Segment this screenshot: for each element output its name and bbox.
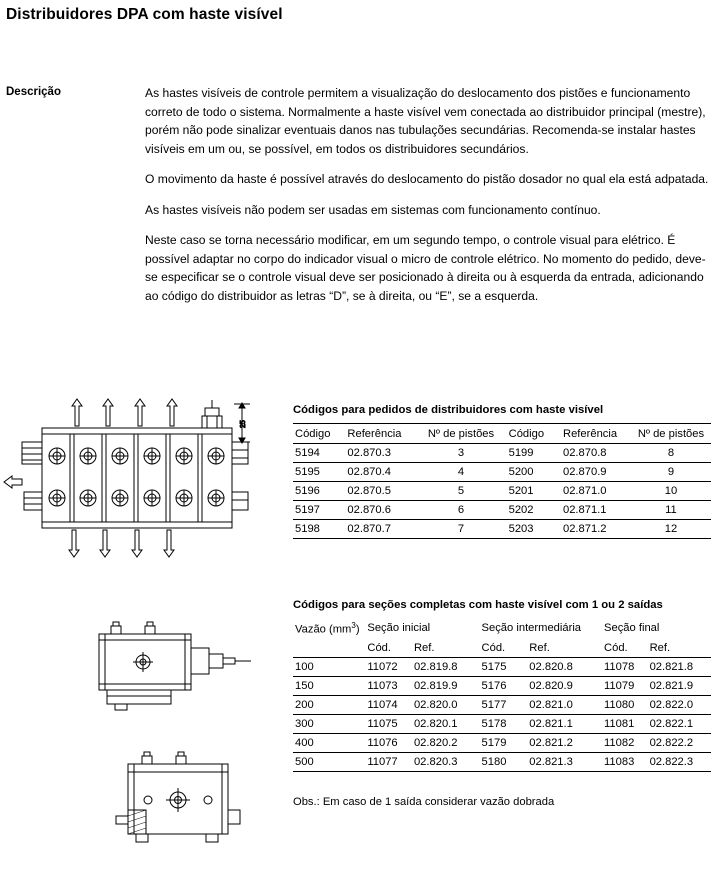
table-row xyxy=(293,463,711,482)
table2-cell: 02.820.1 xyxy=(412,714,480,733)
table-row xyxy=(293,444,711,463)
table1-header-pistoes-2: Nº de pistões xyxy=(633,424,711,444)
table2-cell: 02.821.8 xyxy=(648,657,711,676)
table2-cell: 02.822.0 xyxy=(648,695,711,714)
table2-cell: 02.820.8 xyxy=(527,657,602,676)
table2-cell: 5180 xyxy=(480,752,528,771)
table2-cell: 02.822.3 xyxy=(648,752,711,771)
table1-header-row xyxy=(293,424,711,444)
table1-cell: 5194 xyxy=(293,444,345,463)
table1-cell: 10 xyxy=(633,482,711,501)
table1-cell: 9 xyxy=(633,463,711,482)
table2-header-vazao xyxy=(293,618,365,639)
table2-cell: 02.821.2 xyxy=(527,733,602,752)
table-row xyxy=(293,714,711,733)
table1-cell: 11 xyxy=(633,501,711,520)
table1-header-referencia-1: Referência xyxy=(345,424,417,444)
table2-cell: 11076 xyxy=(365,733,412,752)
table2-cell: 02.821.9 xyxy=(648,676,711,695)
table-row xyxy=(293,733,711,752)
table2-subheader-ref-3: Ref. xyxy=(648,639,711,658)
table2-cell: 02.821.3 xyxy=(527,752,602,771)
table1-section xyxy=(293,404,713,539)
table2-cell: 5179 xyxy=(480,733,528,752)
table-row xyxy=(293,752,711,771)
description-label: Descrição xyxy=(6,86,61,98)
table2-subheader-ref-2: Ref. xyxy=(527,639,602,658)
table2 xyxy=(293,618,711,772)
table1-cell: 8 xyxy=(633,444,711,463)
table1-cell: 5200 xyxy=(507,463,561,482)
table1-cell: 02.871.1 xyxy=(561,501,633,520)
table1-cell: 3 xyxy=(417,444,506,463)
table2-section xyxy=(293,599,713,772)
table1-cell: 5199 xyxy=(507,444,561,463)
table2-cell: 400 xyxy=(293,733,365,752)
table1-header-codigo-2: Código xyxy=(507,424,561,444)
table2-cell: 02.819.9 xyxy=(412,676,480,695)
table-row xyxy=(293,520,711,539)
table1-cell: 02.871.0 xyxy=(561,482,633,501)
table2-cell: 11078 xyxy=(602,657,648,676)
table1-cell: 5197 xyxy=(293,501,345,520)
table1-cell: 4 xyxy=(417,463,506,482)
description-paragraph-2: O movimento da haste é possível através do deslocamento do pistão dosador no qual ela está adpatada. xyxy=(145,172,709,186)
description-paragraph-3: As hastes visíveis não podem ser usadas em sistemas com funcionamento contínuo. xyxy=(145,202,601,217)
table2-cell: 300 xyxy=(293,714,365,733)
table2-subheader-blank xyxy=(293,639,365,658)
table1-header-referencia-2: Referência xyxy=(561,424,633,444)
drawing-secao-superior xyxy=(110,750,290,865)
table1-cell: 6 xyxy=(417,501,506,520)
table2-cell: 5178 xyxy=(480,714,528,733)
table2-cell: 11074 xyxy=(365,695,412,714)
table2-cell: 11083 xyxy=(602,752,648,771)
table2-cell: 02.821.1 xyxy=(527,714,602,733)
table2-group-header-row xyxy=(293,618,711,639)
table2-sub-header-row xyxy=(293,639,711,658)
table-row xyxy=(293,482,711,501)
description-body xyxy=(145,84,710,305)
table2-header-secao-final: Seção final xyxy=(604,622,660,635)
table2-note: Obs.: Em caso de 1 saída considerar vazão dobrada xyxy=(293,796,555,808)
table2-cell: 11080 xyxy=(602,695,648,714)
table1-cell: 02.870.4 xyxy=(345,463,417,482)
table2-cell: 11081 xyxy=(602,714,648,733)
table1-cell: 5203 xyxy=(507,520,561,539)
table1-cell: 12 xyxy=(633,520,711,539)
table2-cell: 5176 xyxy=(480,676,528,695)
table2-cell: 200 xyxy=(293,695,365,714)
table1-cell: 5196 xyxy=(293,482,345,501)
table2-cell: 02.822.1 xyxy=(648,714,711,733)
table-row xyxy=(293,676,711,695)
table2-subheader-cod-2: Cód. xyxy=(480,639,528,658)
description-paragraph-1: As hastes visíveis de controle permitem a visualização do deslocamento dos pistões e funcionamento correto de todo o sistema. Normalmente a haste visível vem conectada ao distribuidor principal (mestre), porém não pode sinalizar eventuais danos nas tubulações secundárias. Recomenda-se instalar hastes visíveis em um ou, se possível, em todos os distribuidores secundários. xyxy=(145,86,706,156)
table1-cell: 5198 xyxy=(293,520,345,539)
table1-cell: 5201 xyxy=(507,482,561,501)
table1-cell: 02.870.9 xyxy=(561,463,633,482)
table1-header-pistoes-1: Nº de pistões xyxy=(417,424,506,444)
drawing-secao-lateral xyxy=(85,620,265,745)
table2-header-vazao-text: Vazão (mm xyxy=(295,623,352,636)
table2-subheader-ref-1: Ref. xyxy=(412,639,480,658)
table2-cell: 11079 xyxy=(602,676,648,695)
table2-header-secao-inicial: Seção inicial xyxy=(367,622,431,635)
table-row xyxy=(293,695,711,714)
table1-cell: 02.870.3 xyxy=(345,444,417,463)
table2-cell: 02.821.0 xyxy=(527,695,602,714)
table2-cell: 02.820.9 xyxy=(527,676,602,695)
table1-cell: 02.870.6 xyxy=(345,501,417,520)
table2-cell: 02.820.0 xyxy=(412,695,480,714)
table-row xyxy=(293,501,711,520)
table2-cell: 500 xyxy=(293,752,365,771)
drawing-distribuidor-haste-visivel xyxy=(2,398,287,593)
table2-cell: 100 xyxy=(293,657,365,676)
table-row xyxy=(293,657,711,676)
table2-cell: 02.819.8 xyxy=(412,657,480,676)
table1-cell: 02.870.7 xyxy=(345,520,417,539)
table2-cell: 11082 xyxy=(602,733,648,752)
table2-cell: 02.820.2 xyxy=(412,733,480,752)
table2-cell: 02.822.2 xyxy=(648,733,711,752)
table1-cell: 5 xyxy=(417,482,506,501)
table1 xyxy=(293,423,711,539)
table2-cell: 11077 xyxy=(365,752,412,771)
table1-caption: Códigos para pedidos de distribuidores com haste visível xyxy=(293,404,604,416)
description-paragraph-4: Neste caso se torna necessário modificar, em um segundo tempo, o controle visual para elétrico. É possível adaptar no corpo do indicador visual o micro de controle elétrico. No momento do pedido, deve-se especificar se o controle visual deve ser posicionado à direita ou à esquerda da entrada, adicionando ao código do distribuidor as letras “D”, se à direita, ou “E”, se a esquerda. xyxy=(145,233,706,303)
page-title: Distribuidores DPA com haste visível xyxy=(6,6,283,23)
table2-header-vazao-sup: 3 xyxy=(351,621,356,630)
table2-subheader-cod-3: Cód. xyxy=(602,639,648,658)
table2-cell: 11073 xyxy=(365,676,412,695)
table2-cell: 5175 xyxy=(480,657,528,676)
table2-header-secao-intermediaria: Seção intermediária xyxy=(481,622,582,635)
table1-cell: 02.870.8 xyxy=(561,444,633,463)
table1-cell: 5202 xyxy=(507,501,561,520)
table2-cell: 150 xyxy=(293,676,365,695)
table1-cell: 7 xyxy=(417,520,506,539)
table2-subheader-cod-1: Cód. xyxy=(365,639,412,658)
table1-cell: 02.871.2 xyxy=(561,520,633,539)
table1-cell: 02.870.5 xyxy=(345,482,417,501)
table1-header-codigo-1: Código xyxy=(293,424,345,444)
table2-cell: 11072 xyxy=(365,657,412,676)
svg-text:25: 25 xyxy=(240,420,247,428)
table2-cell: 11075 xyxy=(365,714,412,733)
table1-cell: 5195 xyxy=(293,463,345,482)
table2-cell: 5177 xyxy=(480,695,528,714)
table2-caption: Códigos para seções completas com haste visível com 1 ou 2 saídas xyxy=(293,599,663,611)
table2-header-vazao-close: ) xyxy=(355,623,360,636)
table2-cell: 02.820.3 xyxy=(412,752,480,771)
